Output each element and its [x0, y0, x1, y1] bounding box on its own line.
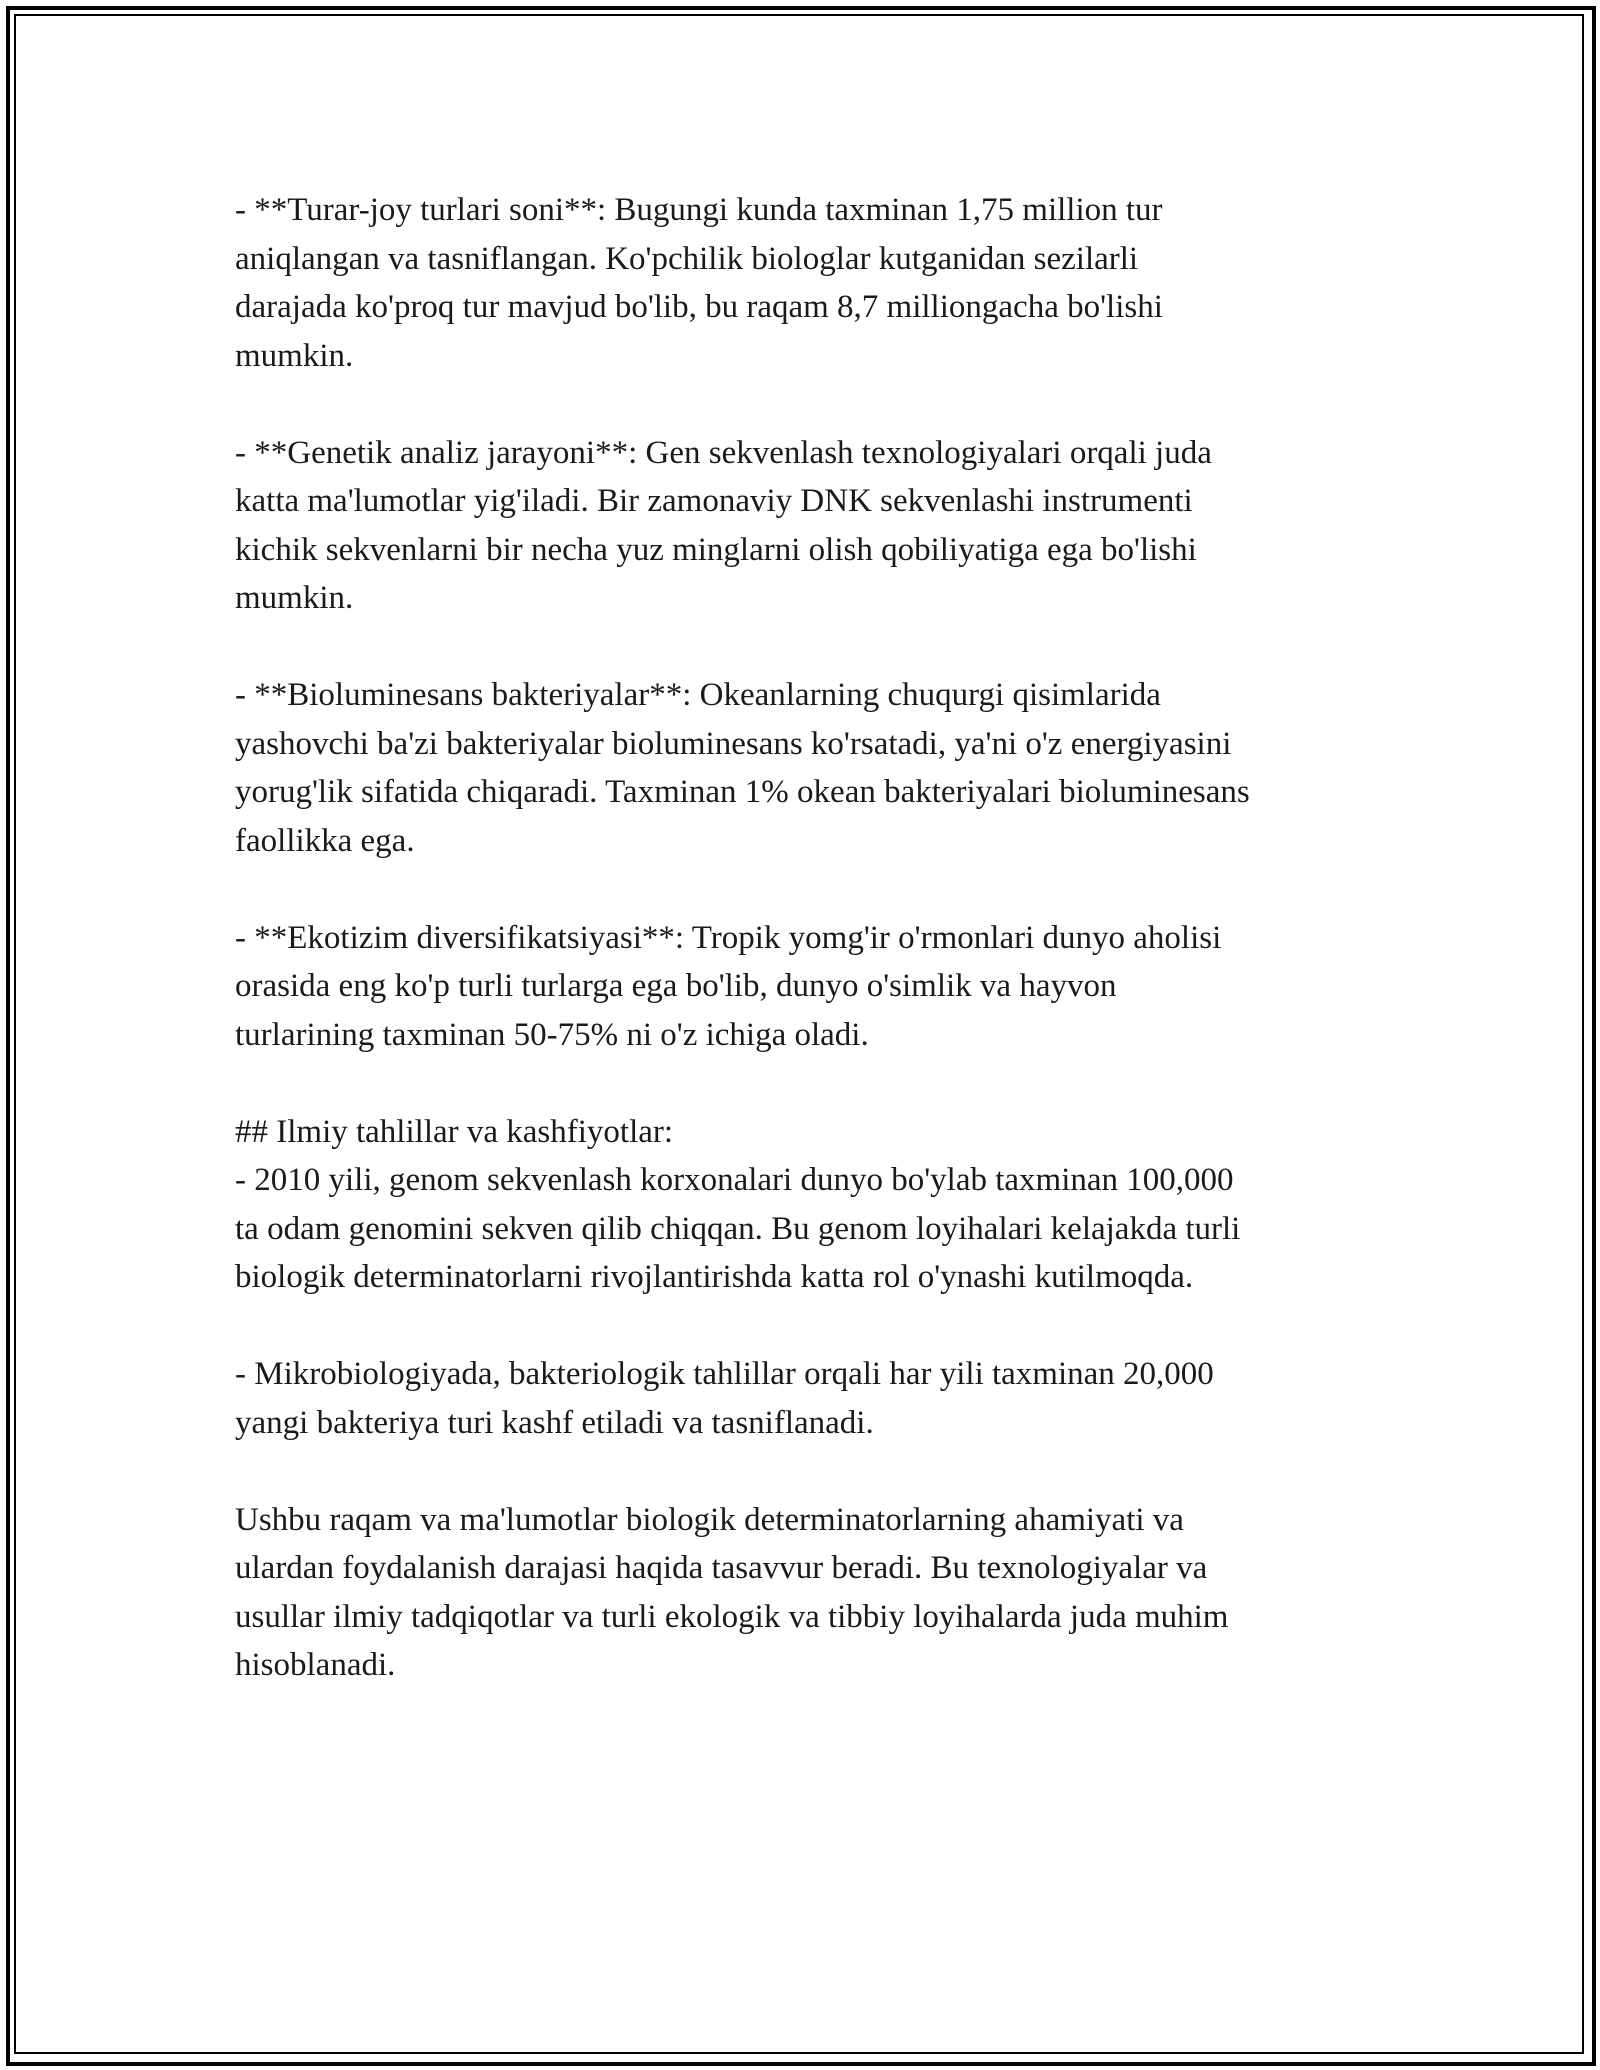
paragraph-gap [235, 1059, 1395, 1108]
paragraph-species-count: - **Turar-joy turlari soni**: Bugungi kunda taxminan 1,75 million tur aniqlangan va tasniflangan. Ko'pchilik biologlar kutganidan sezilarli darajada ko'proq tur mavjud bo'lib, bu raqam 8,7 milliongacha bo'lishi mumkin. [235, 192, 1163, 374]
paragraph-gap [235, 623, 1395, 672]
paragraph-gap [235, 865, 1395, 914]
paragraph-ecosystem-diversity: - **Ekotizim diversifikatsiyasi**: Tropik yomg'ir o'rmonlari dunyo aholisi orasida eng ko'p turli turlarga ega bo'lib, dunyo o'simlik va hayvon turlarining taxminan 50-75% ni o'z ichiga oladi. [235, 919, 1222, 1053]
paragraph-genetic-analysis: - **Genetik analiz jarayoni**: Gen sekvenlash texnologiyalari orqali juda katta ma'lumotlar yig'iladi. Bir zamonaviy DNK sekvenlashi instrumenti kichik sekvenlarni bir necha yuz minglarni olish qobiliyatiga ega bo'lishi mumkin. [235, 434, 1212, 616]
paragraph-gap [235, 380, 1395, 429]
paragraph-bioluminescent-bacteria: - **Bioluminesans bakteriyalar**: Okeanlarning chuqurgi qisimlarida yashovchi ba'zi bakteriyalar bioluminesans ko'rsatadi, ya'ni o'z energiyasini yorug'lik sifatida chiqaradi. Taxminan 1% okean bakteriyalari bioluminesans faollikka ega. [235, 677, 1250, 859]
paragraph-microbiology: - Mikrobiologiyada, bakteriologik tahlillar orqali har yili taxminan 20,000 yangi bakteriya turi kashf etiladi va tasniflanadi. [235, 1356, 1214, 1441]
paragraph-gap [235, 1447, 1395, 1496]
document-body [235, 186, 1395, 1690]
paragraph-gap [235, 1302, 1395, 1351]
paragraph-scientific-analyses: ## Ilmiy tahlillar va kashfiyotlar: - 2010 yili, genom sekvenlash korxonalari dunyo bo'ylab taxminan 100,000 ta odam genomini sekven qilib chiqqan. Bu genom loyihalari kelajakda turli biologik determinatorlarni rivojlantirishda katta rol o'ynashi kutilmoqda. [235, 1113, 1241, 1295]
paragraph-conclusion: Ushbu raqam va ma'lumotlar biologik determinatorlarning ahamiyati va ulardan foydalanish darajasi haqida tasavvur beradi. Bu texnologiyalar va usullar ilmiy tadqiqotlar va turli ekologik va tibbiy loyihalarda juda muhim hisoblanadi. [235, 1501, 1229, 1683]
